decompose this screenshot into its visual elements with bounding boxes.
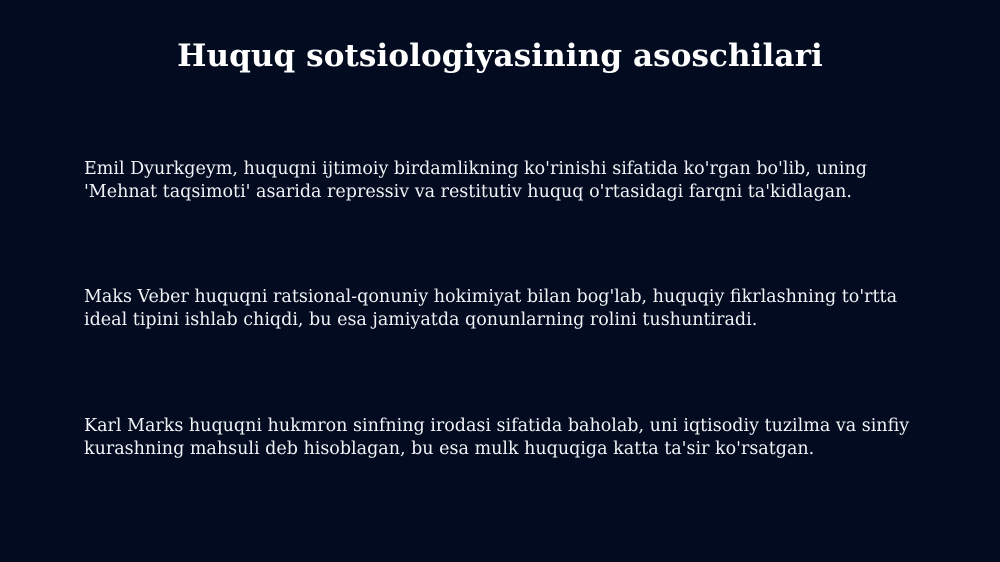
paragraph-marx: Karl Marks huquqni hukmron sinfning irodasi sifatida baholab, uni iqtisodiy tuzilma va sinfiy kurashning mahsuli deb hisoblagan, bu esa mulk huquqiga katta ta'sir ko'rsatgan. [84, 416, 910, 459]
paragraph-durkheim: Emil Dyurkgeym, huquqni ijtimoiy birdamlikning ko'rinishi sifatida ko'rgan bo'lib, uning 'Mehnat taqsimoti' asarida repressiv va restitutiv huquq o'rtasidagi farqni ta'kidlagan. [84, 159, 867, 202]
paragraph-weber: Maks Veber huquqni ratsional-qonuniy hokimiyat bilan bog'lab, huquqiy fikrlashning to'rtta ideal tipini ishlab chiqdi, bu esa jamiyatda qonunlarning rolini tushuntiradi. [84, 287, 897, 330]
slide-title: Huquq sotsiologiyasining asoschilari [177, 38, 823, 74]
